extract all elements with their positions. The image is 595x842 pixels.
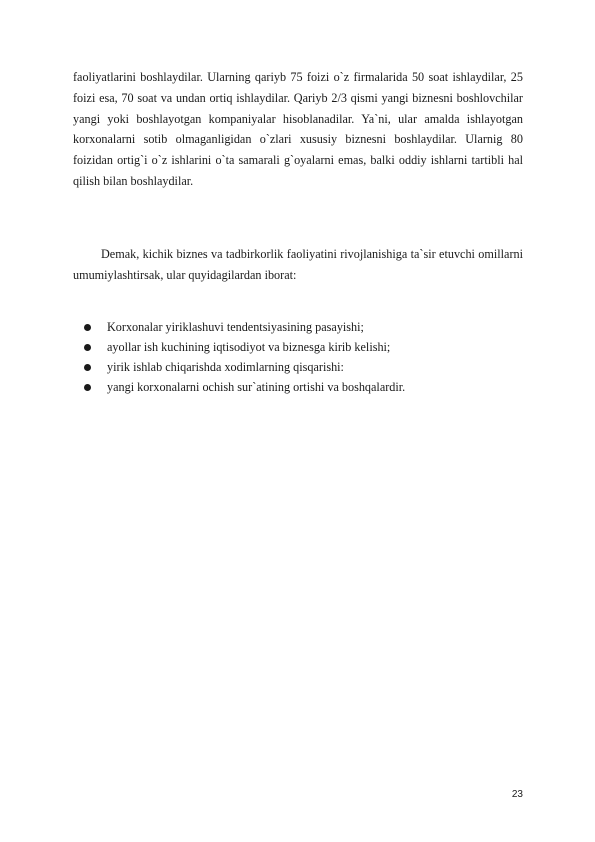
bullet-icon: [84, 324, 91, 331]
bullet-icon: [84, 384, 91, 391]
list-item: [84, 358, 524, 376]
paragraph-continuation: faoliyatlarini boshlaydilar. Ularning qariyb 75 foizi o`z firmalarida 50 soat ishlaydilar, 25 foizi esa, 70 soat va undan ortiq ishlaydilar. Qariyb 2/3 qismi yangi biznesni boshlovchilar yangi yoki boshlayotgan kompaniyalar hisoblanadilar. Ya`ni, ular amalda ishlayotgan korxonalarni sotib olmaganligidan o`zlari xususiy biznesni boshlaydilar. Ularnig 80 foizidan ortig`i o`z ishlarini o`ta samarali g`oyalarni emas, balki oddiy ishlarni tartibli hal qilish bilan boshlaydilar.: [73, 70, 523, 188]
paragraph-factors-intro: Demak, kichik biznes va tadbirkorlik faoliyatini rivojlanishiga ta`sir etuvchi omillarni umumiylashtirsak, ular quyidagilardan iborat:: [73, 247, 523, 282]
list-item: [84, 338, 524, 356]
list-item-text: ayollar ish kuchining iqtisodiyot va biznesga kirib kelishi;: [107, 340, 391, 354]
list-item: [84, 378, 524, 396]
page-number: 23: [511, 789, 523, 800]
list-item-text: yirik ishlab chiqarishda xodimlarning qisqarishi:: [107, 360, 344, 374]
list-item: [84, 318, 524, 336]
factors-list: [84, 318, 524, 398]
list-item-text: yangi korxonalarni ochish sur`atining ortishi va boshqalardir.: [107, 380, 406, 394]
list-item-text: Korxonalar yiriklashuvi tendentsiyasining pasayishi;: [107, 320, 364, 334]
bullet-icon: [84, 344, 91, 351]
bullet-icon: [84, 364, 91, 371]
